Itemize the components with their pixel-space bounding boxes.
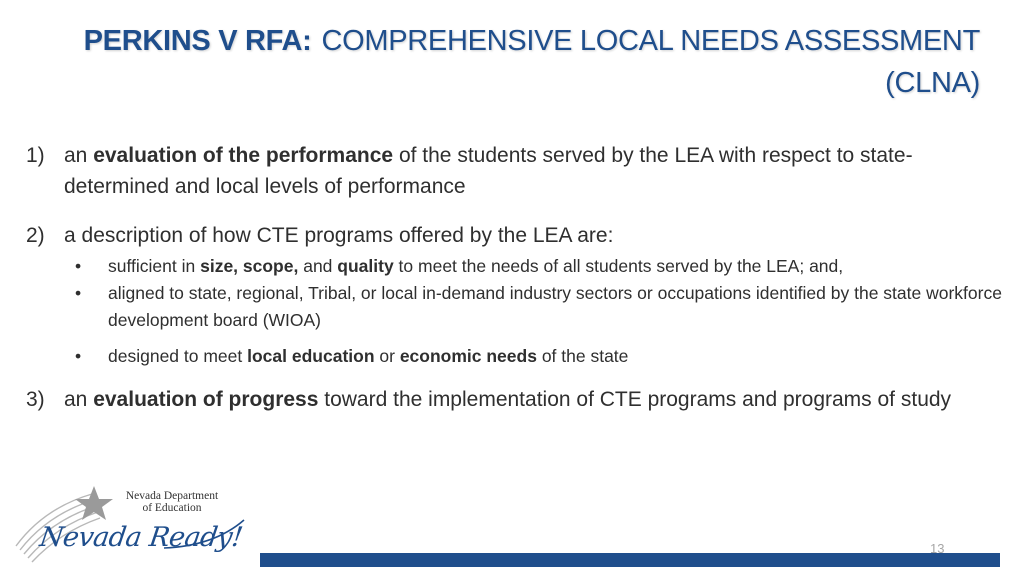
- footer-bar: [260, 553, 1000, 567]
- sub-bullet-2: • aligned to state, regional, Tribal, or local in-demand industry sectors or occupations identified by the state workforce development board (WIOA): [64, 280, 1006, 334]
- sub-bullet-list: [64, 253, 1006, 370]
- list-item-2: 2) a description of how CTE programs offered by the LEA are: • sufficient in size, scope, and quality to meet the needs of all students served by the LEA; and, • aligned to state, regional, Tribal, or local in-demand industry sectors or occupations identified by the state workforce development board (WIOA) • designed to meet local education or economic needs of the state: [26, 220, 1006, 370]
- emphasis-text: evaluation of the performance: [93, 144, 394, 167]
- item-number: 1): [26, 144, 45, 167]
- page-number: 13: [930, 541, 945, 556]
- title-main: COMPREHENSIVE LOCAL NEEDS ASSESSMENT: [321, 25, 980, 57]
- title-abbreviation: (CLNA): [885, 67, 980, 99]
- list-item-3: 3) an evaluation of progress toward the implementation of CTE programs and programs of study: [26, 384, 1006, 415]
- logo-department-text: Nevada Department of Education: [125, 490, 219, 514]
- title-prefix: PERKINS V RFA:: [83, 25, 312, 57]
- list-item-1: 1) an evaluation of the performance of the students served by the LEA with respect to state-determined and local levels of performance: [26, 140, 1006, 202]
- logo-script-text: Nevada Ready!: [37, 522, 245, 553]
- slide-title: [80, 20, 980, 104]
- sub-bullet-1: • sufficient in size, scope, and quality to meet the needs of all students served by the LEA; and,: [64, 253, 1006, 280]
- requirements-list: [26, 140, 1006, 415]
- emphasis-text: evaluation of progress: [93, 388, 319, 411]
- nevada-doe-logo: [14, 486, 252, 568]
- sub-bullet-3: • designed to meet local education or economic needs of the state: [64, 343, 1006, 370]
- title-line-1: [80, 20, 980, 62]
- item-number: 3): [26, 388, 45, 411]
- item-number: 2): [26, 224, 45, 247]
